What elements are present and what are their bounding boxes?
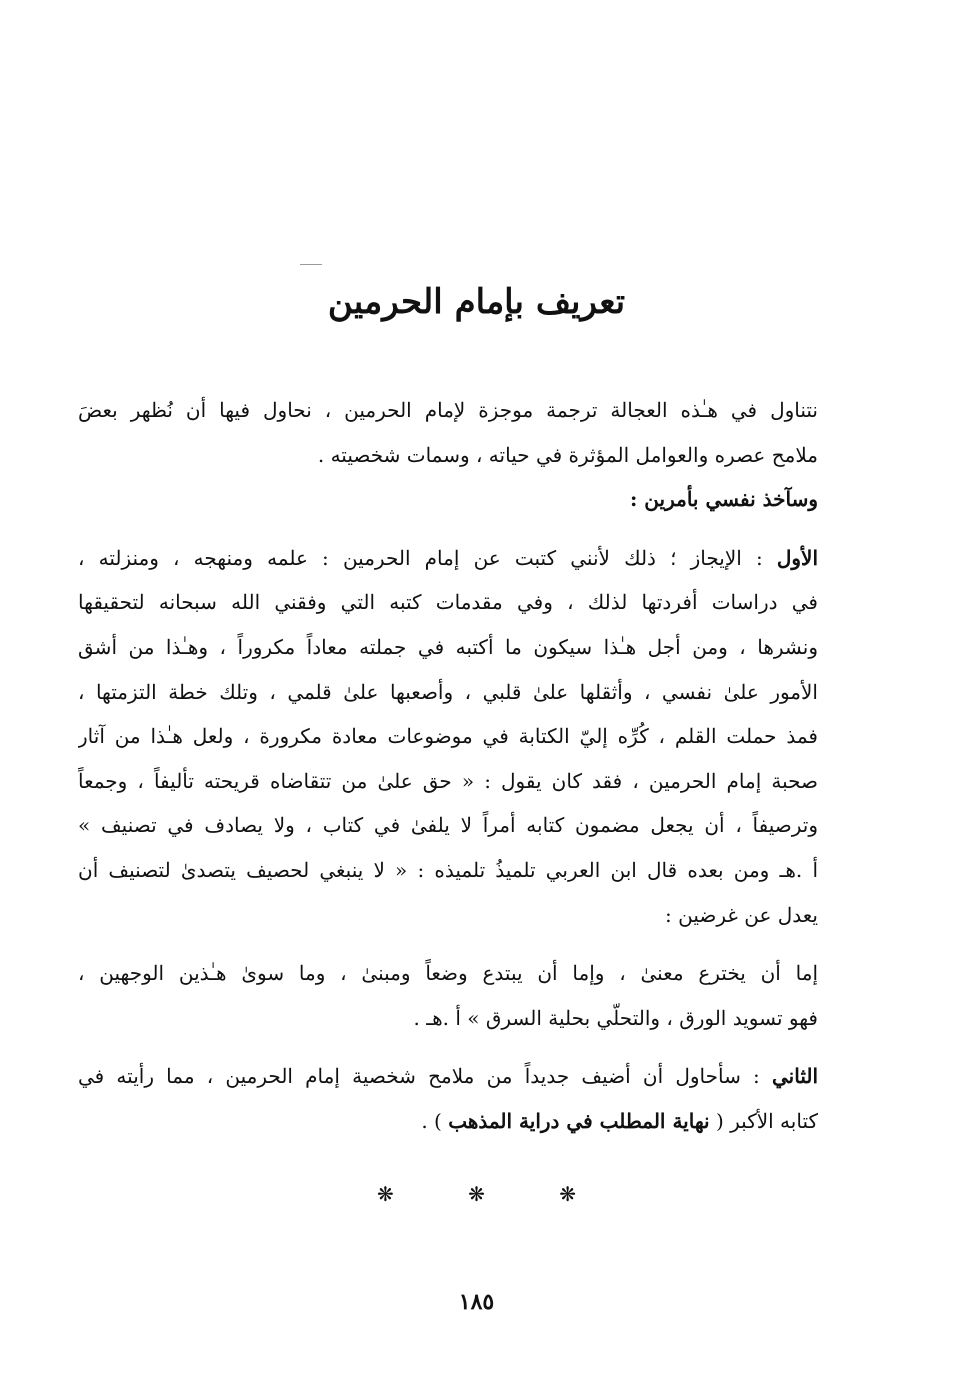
text-line: [78, 536, 818, 581]
text-line: يعدل عن غرضين :: [665, 902, 818, 927]
two-matters-heading: وسآخذ نفسي بأمرين :: [629, 487, 818, 512]
quote-paragraph: [78, 951, 818, 1040]
text-line: في دراسات أفردتها لذلك ، وفي مقدمات كتبه التي وفقني الله سبحانه لتحقيقها: [78, 590, 818, 615]
text-line: الأمور علىٰ نفسي ، وأثقلها علىٰ قلبي ، وأصعبها علىٰ قلمي ، وتلك خطة التزمتها ،: [78, 679, 818, 704]
second-line-prefix: كتابه الأكبر (: [709, 1108, 818, 1133]
section-separator: ❋ ❋ ❋: [377, 1182, 610, 1206]
text-line: صحبة إمام الحرمين ، فقد كان يقول : « حق علىٰ من تتقاضاه قريحته تأليفاً ، وجمعاً: [78, 768, 818, 793]
book-title: نهاية المطلب في دراية المذهب: [448, 1108, 710, 1133]
second-matter-paragraph: [78, 1054, 818, 1143]
page-title: تعريف بإمام الحرمين: [327, 282, 626, 322]
text-line: [78, 1054, 818, 1099]
text-line: ونشرها ، ومن أجل هـٰذا سيكون ما أكتبه في جملته معاداً مكروراً ، وهـٰذا من أشق: [78, 634, 818, 659]
first-matter-label: الأول: [776, 545, 818, 570]
second-matter-text: : سأحاول أن أضيف جديداً من ملامح شخصية إمام الحرمين ، مما رأيته في: [78, 1064, 772, 1089]
second-line-suffix: ) .: [421, 1108, 449, 1133]
text-line: وترصيفاً ، أن يجعل مضمون كتابه أمراً لا يلفىٰ في كتاب ، ولا يصادف في تصنيف »: [78, 813, 818, 838]
body-text: [78, 388, 818, 1144]
text-line: أ .هـ ومن بعده قال ابن العربي تلميذُ تلميذه : « لا ينبغي لحصيف يتصدىٰ لتصنيف أن: [78, 857, 818, 882]
text-line: فمذ حملت القلم ، كُرِّه إليّ الكتابة في موضوعات معادة مكرورة ، ولعل هـٰذا من آثار: [78, 724, 818, 749]
second-matter-label: الثاني: [771, 1064, 818, 1089]
page-number: ١٨٥: [458, 1289, 495, 1315]
text-line: إما أن يخترع معنىٰ ، وإما أن يبتدع وضعاً ومبنىٰ ، وما سوىٰ هـٰذين الوجهين ،: [78, 961, 818, 986]
text-line: فهو تسويد الورق ، والتحلّي بحلية السرق » أ .هـ .: [413, 1005, 818, 1030]
intro-paragraph: [78, 388, 818, 477]
text-line: [78, 1099, 818, 1144]
first-matter-text: : الإيجاز ؛ ذلك لأنني كتبت عن إمام الحرمين : علمه ومنهجه ، ومنزلته ،: [78, 545, 777, 570]
scan-mark: [300, 264, 322, 265]
text-line: ملامح عصره والعوامل المؤثرة في حياته ، وسمات شخصيته .: [317, 442, 818, 467]
text-line: نتناول في هـٰذه العجالة ترجمة موجزة لإمام الحرمين ، نحاول فيها أن نُظهر بعضَ: [78, 398, 818, 422]
first-matter-paragraph: [78, 536, 818, 937]
